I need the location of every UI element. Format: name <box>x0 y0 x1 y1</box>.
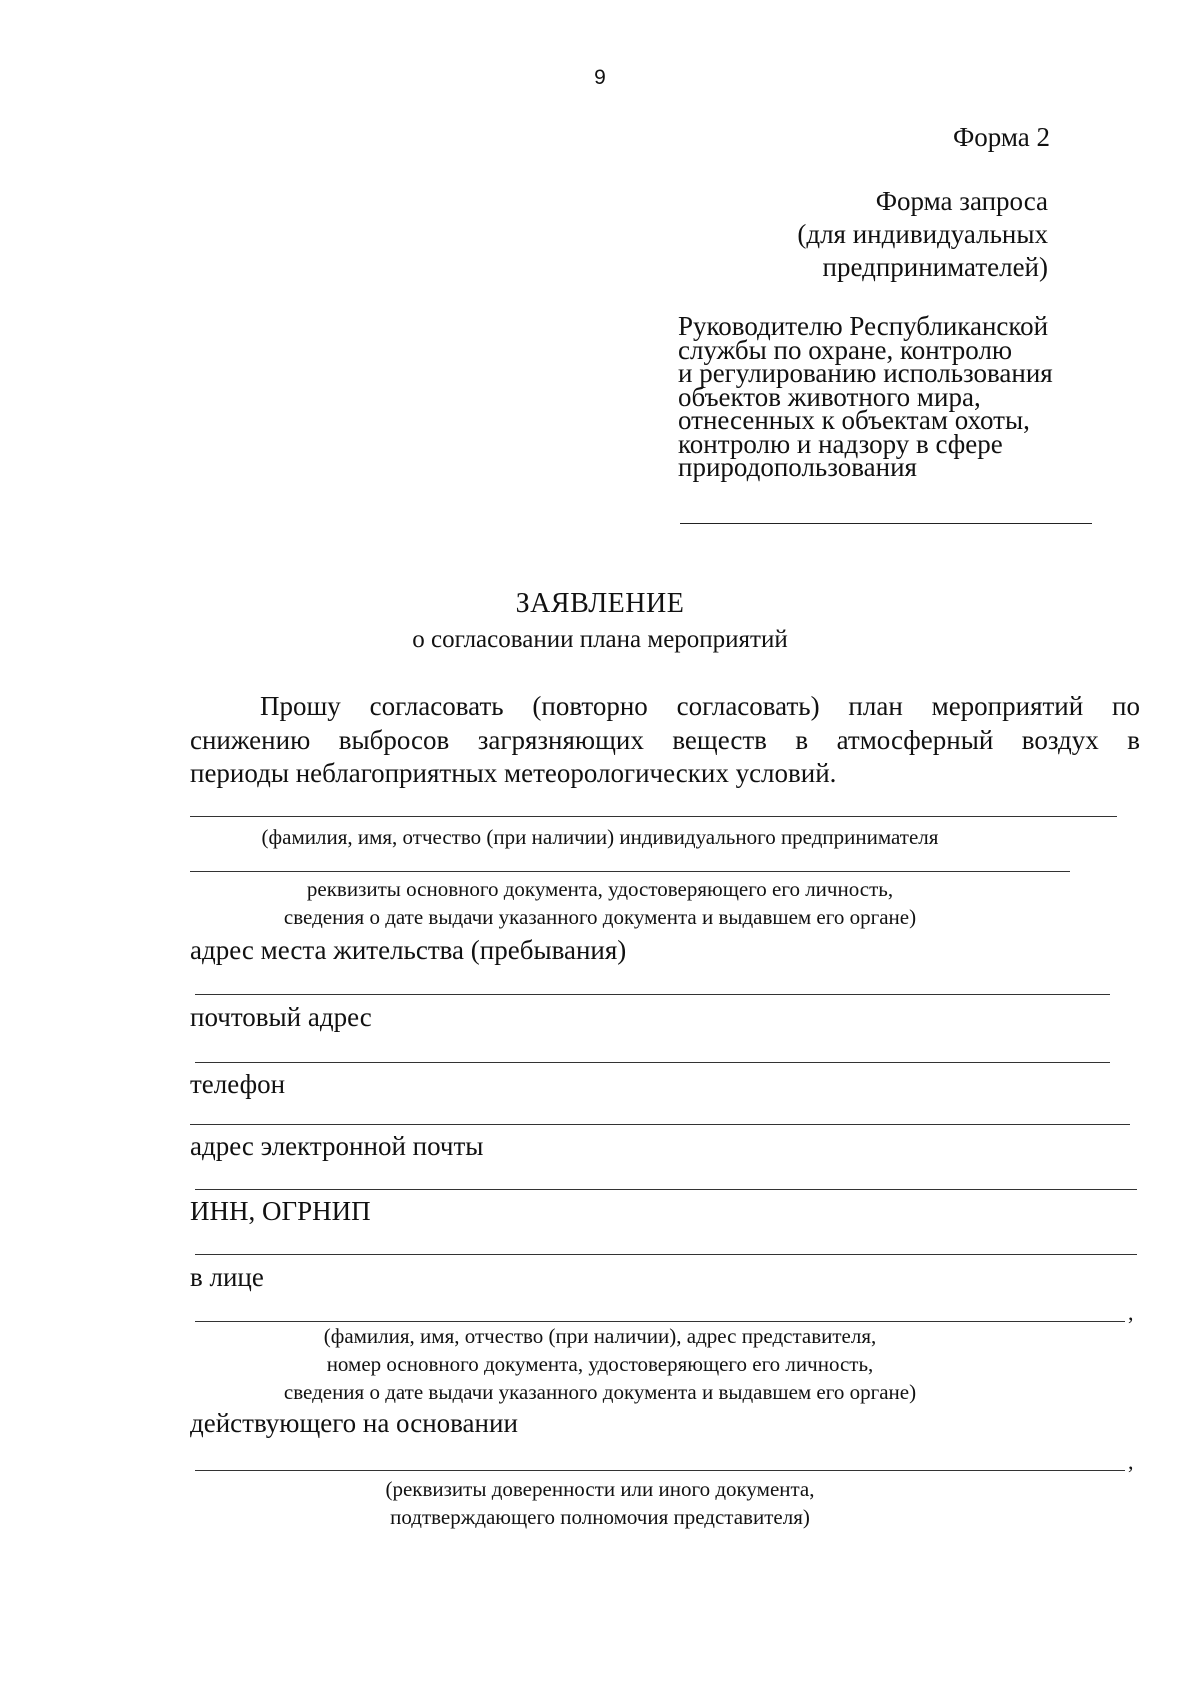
applicant-name-field[interactable] <box>190 816 1117 817</box>
caption-line: сведения о дате выдачи указанного документа и выдавшем его органе) <box>283 905 917 929</box>
form-kind <box>797 185 1048 284</box>
addressee-line: природопользования <box>678 452 917 482</box>
form-kind-line: (для индивидуальных <box>797 219 1048 249</box>
request-paragraph <box>190 690 1140 791</box>
request-line: снижению выбросов загрязняющих веществ в атмосферный воздух в <box>190 724 1140 755</box>
applicant-id-field[interactable] <box>190 871 1070 872</box>
caption-line: (реквизиты доверенности или иного документа, <box>385 1477 815 1501</box>
addressee-line: объектов животного мира, <box>678 381 981 412</box>
addressee-block <box>678 311 1053 482</box>
form-kind-line: предпринимателей) <box>822 252 1048 282</box>
caption-line: реквизиты основного документа, удостоверяющего его личность, <box>306 877 894 901</box>
inn-ogrnip-field[interactable] <box>195 1254 1137 1255</box>
addressee-line: Руководителю Республиканской <box>678 311 1049 341</box>
addressee-signature-line[interactable] <box>680 523 1092 524</box>
email-field[interactable] <box>195 1189 1137 1190</box>
representative-caption <box>0 1322 1200 1406</box>
request-line: периоды неблагоприятных метеорологических условий. <box>190 758 837 788</box>
caption-line: (фамилия, имя, отчество (при наличии), адрес представителя, <box>323 1324 877 1348</box>
page-number: 9 <box>594 66 606 89</box>
document-title: ЗАЯВЛЕНИЕ <box>515 588 685 619</box>
request-line: Прошу согласовать (повторно согласовать) план мероприятий по <box>260 691 1140 721</box>
inn-ogrnip-label: ИНН, ОГРНИП <box>190 1196 371 1226</box>
caption-line: сведения о дате выдачи указанного документа и выдавшем его органе) <box>283 1380 917 1404</box>
phone-label: телефон <box>190 1069 286 1099</box>
addressee-line: службы по охране, контролю <box>678 334 1013 365</box>
applicant-id-caption <box>0 875 1200 931</box>
acting-on-basis-label: действующего на основании <box>190 1408 518 1438</box>
postal-address-label: почтовый адрес <box>190 1002 372 1032</box>
representative-comma: , <box>1128 1300 1134 1325</box>
authority-caption <box>0 1475 1200 1531</box>
residence-address-label: адрес места жительства (пребывания) <box>190 935 627 965</box>
postal-address-field[interactable] <box>195 1062 1110 1063</box>
addressee-line: и регулированию использования <box>678 358 1053 388</box>
authority-document-field[interactable] <box>195 1470 1125 1471</box>
caption-line: подтверждающего полномочия представителя) <box>390 1505 810 1529</box>
addressee-line: контролю и надзору в сфере <box>678 428 1003 459</box>
caption-line: номер основного документа, удостоверяющего его личность, <box>326 1352 874 1376</box>
form-kind-line: Форма запроса <box>875 186 1048 216</box>
form-number: Форма 2 <box>952 122 1050 152</box>
residence-address-field[interactable] <box>195 994 1110 995</box>
addressee-line: отнесенных к объектам охоты, <box>678 405 1030 435</box>
authority-comma: , <box>1128 1449 1134 1474</box>
applicant-name-caption: (фамилия, имя, отчество (при наличии) индивидуального предпринимателя <box>261 825 939 849</box>
represented-by-label: в лице <box>190 1262 264 1292</box>
phone-field[interactable] <box>190 1124 1130 1125</box>
document-subtitle: о согласовании плана мероприятий <box>412 626 788 653</box>
email-label: адрес электронной почты <box>190 1131 484 1161</box>
